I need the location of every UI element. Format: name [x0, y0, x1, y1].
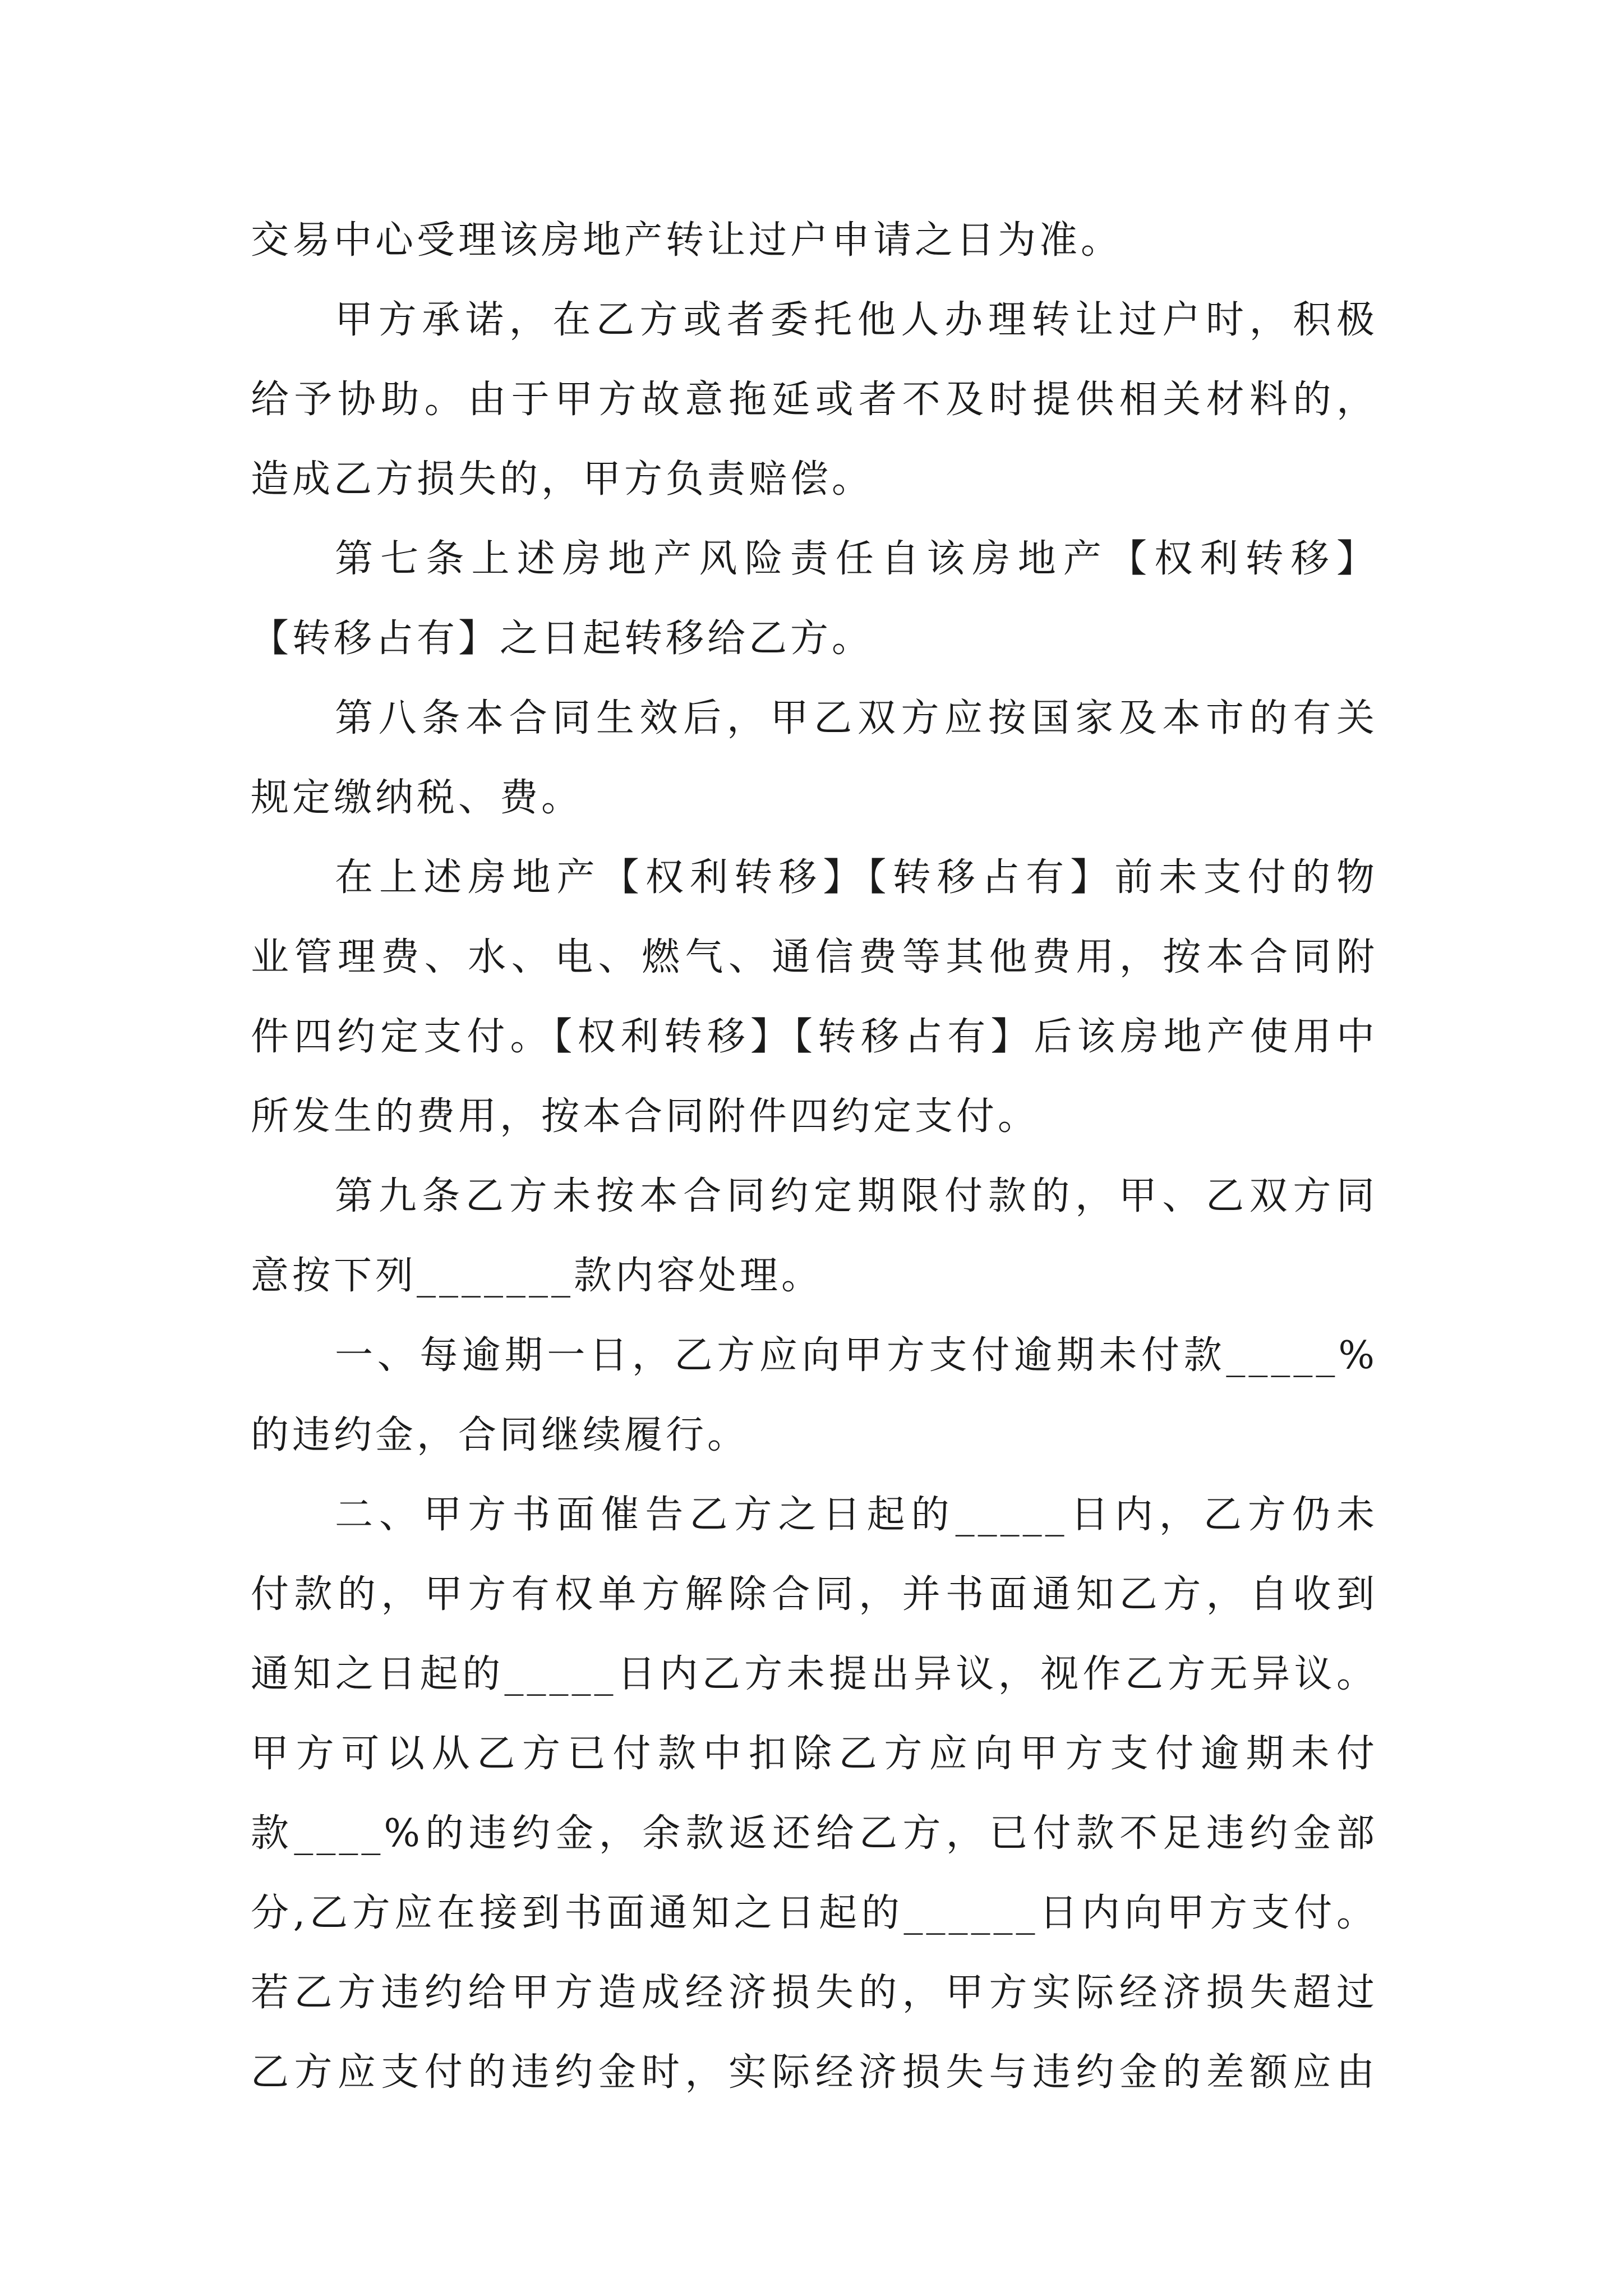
text-line: 甲方承诺，在乙方或者委托他人办理转让过户时，积极	[335, 298, 1378, 342]
text-line: 二、甲方书面催告乙方之日起的_____日内，乙方仍未	[335, 1493, 1378, 1537]
text-line: 的违约金，合同继续履行。	[251, 1413, 749, 1457]
text-line: 件四约定支付。【权利转移】【转移占有】后该房地产使用中	[251, 1015, 1378, 1059]
text-line: 交易中心受理该房地产转让过户申请之日为准。	[251, 218, 1123, 263]
text-line: 业管理费、水、电、燃气、通信费等其他费用，按本合同附	[251, 935, 1378, 979]
text-line: 甲方可以从乙方已付款中扣除乙方应向甲方支付逾期未付	[251, 1732, 1378, 1776]
text-line: 款____%的违约金，余款返还给乙方，已付款不足违约金部	[251, 1811, 1378, 1856]
text-line: 规定缴纳税、费。	[251, 776, 583, 820]
text-line: 若乙方违约给甲方造成经济损失的，甲方实际经济损失超过	[251, 1971, 1378, 2015]
text-line: 给予协助。由于甲方故意拖延或者不及时提供相关材料的，	[251, 378, 1378, 422]
text-line: 【转移占有】之日起转移给乙方。	[251, 616, 874, 661]
text-line: 所发生的费用，按本合同附件四约定支付。	[251, 1094, 1040, 1139]
text-line: 付款的，甲方有权单方解除合同，并书面通知乙方，自收到	[251, 1572, 1378, 1617]
text-line: 在上述房地产【权利转移】【转移占有】前未支付的物	[335, 855, 1378, 900]
text-line: 第七条上述房地产风险责任自该房地产【权利转移】	[335, 537, 1378, 581]
text-line: 一、每逾期一日，乙方应向甲方支付逾期未付款_____%	[335, 1333, 1378, 1378]
contract-text	[251, 201, 1378, 2113]
text-line: 造成乙方损失的，甲方负责赔偿。	[251, 457, 874, 501]
text-line: 意按下列_______款内容处理。	[251, 1254, 823, 1298]
text-line: 乙方应支付的违约金时，实际经济损失与违约金的差额应由	[251, 2050, 1378, 2095]
text-line: 分,乙方应在接到书面通知之日起的______日内向甲方支付。	[251, 1891, 1378, 1935]
text-line: 第九条乙方未按本合同约定期限付款的，甲、乙双方同	[335, 1174, 1378, 1218]
text-line: 第八条本合同生效后，甲乙双方应按国家及本市的有关	[335, 696, 1378, 740]
text-line: 通知之日起的_____日内乙方未提出异议，视作乙方无异议。	[251, 1652, 1378, 1696]
